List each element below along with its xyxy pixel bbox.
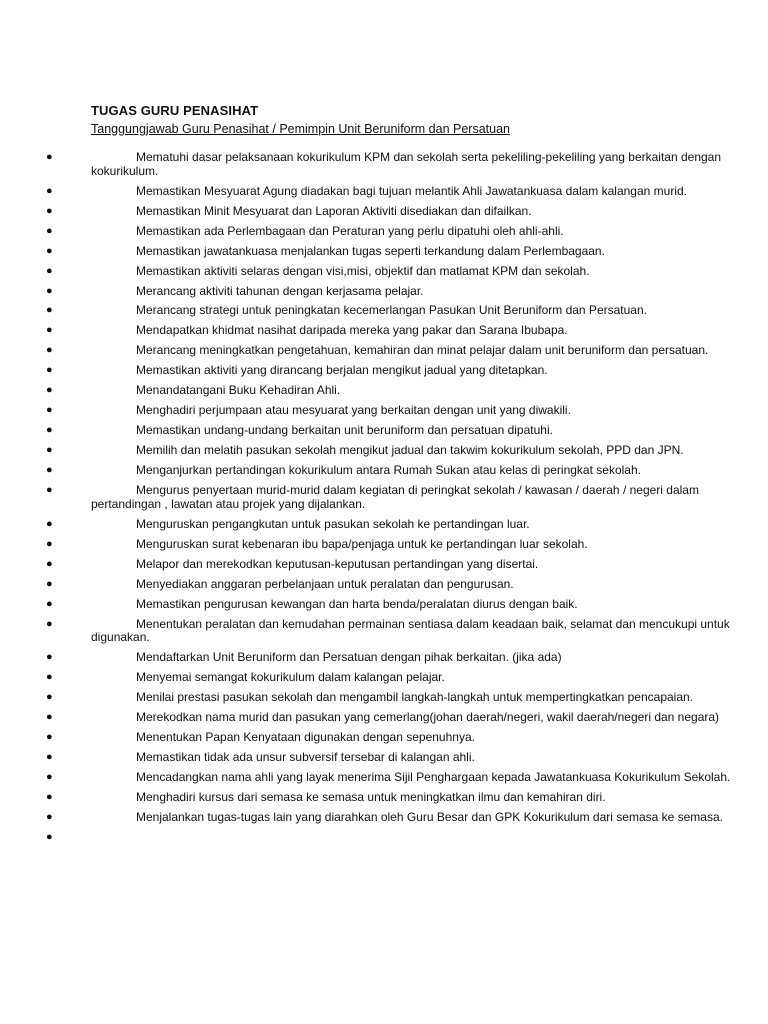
- bullet-icon: ●: [46, 691, 53, 704]
- bullet-icon: ●: [46, 244, 53, 257]
- list-item: [46, 423, 731, 438]
- list-item-text: Mengurus penyertaan murid-murid dalam kegiatan di peringkat sekolah / kawasan / daerah / negeri dalam pertandingan , lawatan atau projek yang dijalankan.: [91, 483, 699, 511]
- list-item-text: Menghadiri perjumpaan atau mesyuarat yang berkaitan dengan unit yang diwakili.: [136, 403, 571, 418]
- bullet-icon: ●: [46, 811, 53, 824]
- bullet-icon: ●: [46, 484, 53, 497]
- list-item: [46, 596, 731, 612]
- list-item-text: Menyemai semangat kokurikulum dalam kalangan pelajar.: [136, 670, 445, 685]
- bullet-icon: ●: [46, 831, 53, 844]
- list-item: [46, 323, 731, 338]
- bullet-icon: ●: [46, 444, 53, 457]
- list-item-text: Merancang meningkatkan pengetahuan, kemahiran dan minat pelajar dalam unit beruniform dan persatuan.: [136, 343, 709, 358]
- document-title: TUGAS GURU PENASIHAT: [91, 103, 259, 118]
- list-item-text: Merancang aktiviti tahunan dengan kerjasama pelajar.: [136, 283, 424, 298]
- list-item-text: Merekodkan nama murid dan pasukan yang cemerlang(johan daerah/negeri, wakil daerah/negeri dan negara): [136, 710, 720, 725]
- bullet-icon: ●: [46, 364, 53, 377]
- list-item: [46, 403, 731, 418]
- bullet-icon: ●: [46, 284, 53, 297]
- list-item-text: Menghadiri kursus dari semasa ke semasa untuk meningkatkan ilmu dan kemahiran diri.: [136, 790, 606, 805]
- bullet-icon: ●: [46, 671, 53, 684]
- bullet-icon: ●: [46, 464, 53, 477]
- bullet-icon: ●: [46, 264, 53, 277]
- bullet-icon: ●: [46, 151, 53, 163]
- list-item-text: Memastikan ada Perlembagaan dan Peraturan yang perlu dipatuhi oleh ahli-ahli.: [136, 223, 564, 238]
- bullet-icon: ●: [46, 537, 53, 550]
- list-item-text: Menganjurkan pertandingan kokurikulum antara Rumah Sukan atau kelas di peringkat sekolah.: [136, 463, 641, 478]
- list-item: [46, 383, 731, 398]
- list-item-text: Memilih dan melatih pasukan sekolah mengikut jadual dan takwim kokurikulum sekolah, PPD dan JPN.: [136, 443, 684, 458]
- list-item-text: Memastikan aktiviti yang dirancang berjalan mengikut jadual yang ditetapkan.: [136, 363, 548, 378]
- list-item: [46, 576, 731, 592]
- list-item: [46, 516, 731, 532]
- list-item-text: Memastikan undang-undang berkaitan unit beruniform dan persatuan dipatuhi.: [136, 423, 553, 438]
- document-content: [46, 103, 731, 844]
- list-item-text: Memastikan pengurusan kewangan dan harta benda/peralatan diurus dengan baik.: [136, 596, 578, 611]
- bullet-icon: ●: [46, 517, 53, 530]
- list-item: [46, 223, 731, 239]
- duty-list: [46, 150, 731, 844]
- list-item: [46, 463, 731, 478]
- bullet-icon: ●: [46, 404, 53, 417]
- list-item: [46, 790, 731, 805]
- bullet-icon: ●: [46, 731, 53, 744]
- list-item-text: Merancang strategi untuk peningkatan kecemerlangan Pasukan Unit Beruniform dan Persatuan.: [136, 303, 647, 318]
- list-item-text: Menguruskan surat kebenaran ibu bapa/penjaga untuk ke pertandingan luar sekolah.: [136, 536, 588, 551]
- list-item: [46, 483, 731, 511]
- list-item-text: Mendapatkan khidmat nasihat daripada mereka yang pakar dan Sarana Ibubapa.: [136, 323, 568, 338]
- list-item-text: Menyediakan anggaran perbelanjaan untuk peralatan dan pengurusan.: [136, 576, 514, 591]
- list-item-text: Menguruskan pengangkutan untuk pasukan sekolah ke pertandingan luar.: [136, 516, 530, 531]
- document-subtitle: Tanggungjawab Guru Penasihat / Pemimpin Unit Beruniform dan Persatuan: [91, 122, 510, 136]
- list-item-text: Melapor dan merekodkan keputusan-keputusan pertandingan yang disertai.: [136, 556, 539, 571]
- list-item: [46, 443, 731, 458]
- list-item: [46, 770, 731, 785]
- list-item: [46, 710, 731, 725]
- list-item-text: Menandatangani Buku Kehadiran Ahli.: [136, 383, 341, 398]
- list-item-text: Menilai prestasi pasukan sekolah dan mengambil langkah-langkah untuk mempertingkatkan pencapaian.: [136, 690, 694, 705]
- bullet-icon: ●: [46, 751, 53, 764]
- bullet-icon: ●: [46, 324, 53, 337]
- bullet-icon: ●: [46, 424, 53, 437]
- list-item: [46, 363, 731, 378]
- list-item-text: Mematuhi dasar pelaksanaan kokurikulum KPM dan sekolah serta pekeliling-pekeliling yang berkaitan dengan kokurikulum.: [91, 150, 722, 178]
- list-item-text: Mencadangkan nama ahli yang layak menerima Sijil Penghargaan kepada Jawatankuasa Kokurikulum Sekolah.: [136, 770, 731, 785]
- list-item: [46, 556, 731, 572]
- bullet-icon: ●: [46, 597, 53, 610]
- list-item: [46, 650, 731, 665]
- list-item-text: Memastikan Mesyuarat Agung diadakan bagi tujuan melantik Ahli Jawatankuasa dalam kalangan murid.: [136, 183, 687, 198]
- list-item: [46, 810, 731, 825]
- list-item-text: Memastikan jawatankuasa menjalankan tugas seperti terkandung dalam Perlembagaan.: [136, 243, 605, 258]
- list-item: [46, 750, 731, 765]
- list-item: [46, 263, 731, 279]
- bullet-icon: ●: [46, 204, 53, 217]
- bullet-icon: ●: [46, 577, 53, 590]
- list-item: [46, 670, 731, 685]
- list-item: [46, 203, 731, 219]
- list-item: [46, 690, 731, 705]
- list-item: [46, 283, 731, 299]
- bullet-icon: ●: [46, 651, 53, 664]
- list-item-text: Memastikan tidak ada unsur subversif tersebar di kalangan ahli.: [136, 750, 475, 765]
- list-item: [46, 616, 731, 645]
- bullet-icon: ●: [46, 384, 53, 397]
- bullet-icon: ●: [46, 557, 53, 570]
- list-item: [46, 730, 731, 745]
- list-item: [46, 243, 731, 259]
- list-item: [46, 536, 731, 552]
- bullet-icon: ●: [46, 344, 53, 357]
- bullet-icon: ●: [46, 184, 53, 197]
- list-item: [46, 183, 731, 199]
- bullet-icon: ●: [46, 711, 53, 724]
- list-item: [46, 150, 731, 178]
- bullet-icon: ●: [46, 224, 53, 237]
- list-item-text: Menjalankan tugas-tugas lain yang diarahkan oleh Guru Besar dan GPK Kokurikulum dari semasa ke semasa.: [136, 810, 723, 825]
- list-item-text: Mendaftarkan Unit Beruniform dan Persatuan dengan pihak berkaitan. (jika ada): [136, 650, 562, 665]
- bullet-icon: ●: [46, 617, 53, 630]
- bullet-icon: ●: [46, 771, 53, 784]
- list-item: [46, 343, 731, 358]
- list-item-text: Menentukan Papan Kenyataan digunakan dengan sepenuhnya.: [136, 730, 475, 745]
- list-item-text: Memastikan Minit Mesyuarat dan Laporan Aktiviti disediakan dan difailkan.: [136, 203, 532, 218]
- list-item: [46, 303, 731, 318]
- list-item-text: Menentukan peralatan dan kemudahan permainan sentiasa dalam keadaan baik, selamat dan mencukupi untuk digunakan.: [91, 616, 730, 645]
- list-item-text: Memastikan aktiviti selaras dengan visi,misi, objektif dan matlamat KPM dan sekolah.: [136, 263, 590, 278]
- bullet-icon: ●: [46, 791, 53, 804]
- bullet-icon: ●: [46, 304, 53, 317]
